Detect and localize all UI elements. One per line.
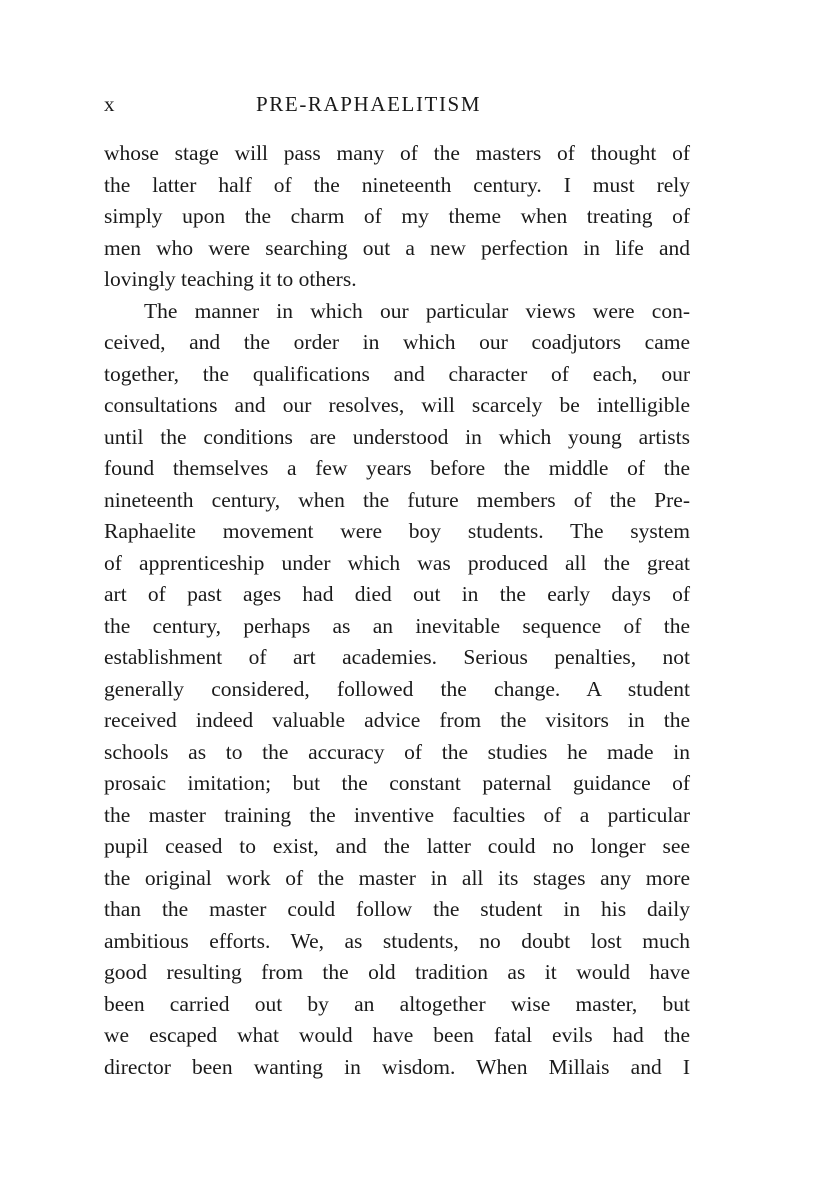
text-line: ceived, and the order in which our coadjutors came xyxy=(104,330,690,354)
text-line: establishment of art academies. Serious penalties, not xyxy=(104,645,690,669)
text-line: director been wanting in wisdom. When Millais and I xyxy=(104,1054,690,1079)
text-line: Raphaelite movement were boy students. The system xyxy=(104,519,690,543)
text-line: been carried out by an altogether wise master, but xyxy=(104,991,690,1016)
page-header xyxy=(104,92,688,124)
text-line: prosaic imitation; but the constant paternal guidance of xyxy=(104,771,690,795)
text-line: found themselves a few years before the middle of the xyxy=(104,456,690,480)
text-line: men who were searching out a new perfection in life and xyxy=(104,235,690,260)
text-line: the original work of the master in all its stages any more xyxy=(104,865,690,890)
text-line: the master training the inventive faculties of a particular xyxy=(104,802,690,827)
text-line: ambitious efforts. We, as students, no doubt lost much xyxy=(104,928,690,953)
text-line: of apprenticeship under which was produced all the great xyxy=(104,550,690,575)
text-line: whose stage will pass many of the masters of thought of xyxy=(104,141,690,165)
text-line: art of past ages had died out in the early days of xyxy=(104,582,690,606)
page-number: x xyxy=(104,92,115,116)
text-line: lovingly teaching it to others. xyxy=(104,267,357,291)
text-line: until the conditions are understood in which young artists xyxy=(104,424,690,449)
text-line: together, the qualifications and character of each, our xyxy=(104,361,690,386)
text-line: pupil ceased to exist, and the latter could no longer see xyxy=(104,834,690,858)
text-line: schools as to the accuracy of the studies he made in xyxy=(104,739,690,764)
text-line: consultations and our resolves, will scarcely be intelligible xyxy=(104,393,690,417)
text-line: generally considered, followed the change. A student xyxy=(104,676,690,701)
body-text xyxy=(104,138,690,1083)
text-line: The manner in which our particular views were con- xyxy=(144,298,690,323)
running-title: PRE-RAPHAELITISM xyxy=(256,92,482,116)
text-line: the century, perhaps as an inevitable sequence of the xyxy=(104,613,690,638)
text-line: nineteenth century, when the future members of the Pre- xyxy=(104,487,690,512)
text-line: we escaped what would have been fatal evils had the xyxy=(104,1023,690,1047)
paragraph xyxy=(104,296,690,1084)
paragraph xyxy=(104,138,690,296)
text-line: the latter half of the nineteenth century. I must rely xyxy=(104,172,690,197)
text-line: received indeed valuable advice from the visitors in the xyxy=(104,708,690,732)
text-line: than the master could follow the student in his daily xyxy=(104,897,690,921)
text-line: simply upon the charm of my theme when treating of xyxy=(104,204,690,228)
text-line: good resulting from the old tradition as it would have xyxy=(104,960,690,984)
